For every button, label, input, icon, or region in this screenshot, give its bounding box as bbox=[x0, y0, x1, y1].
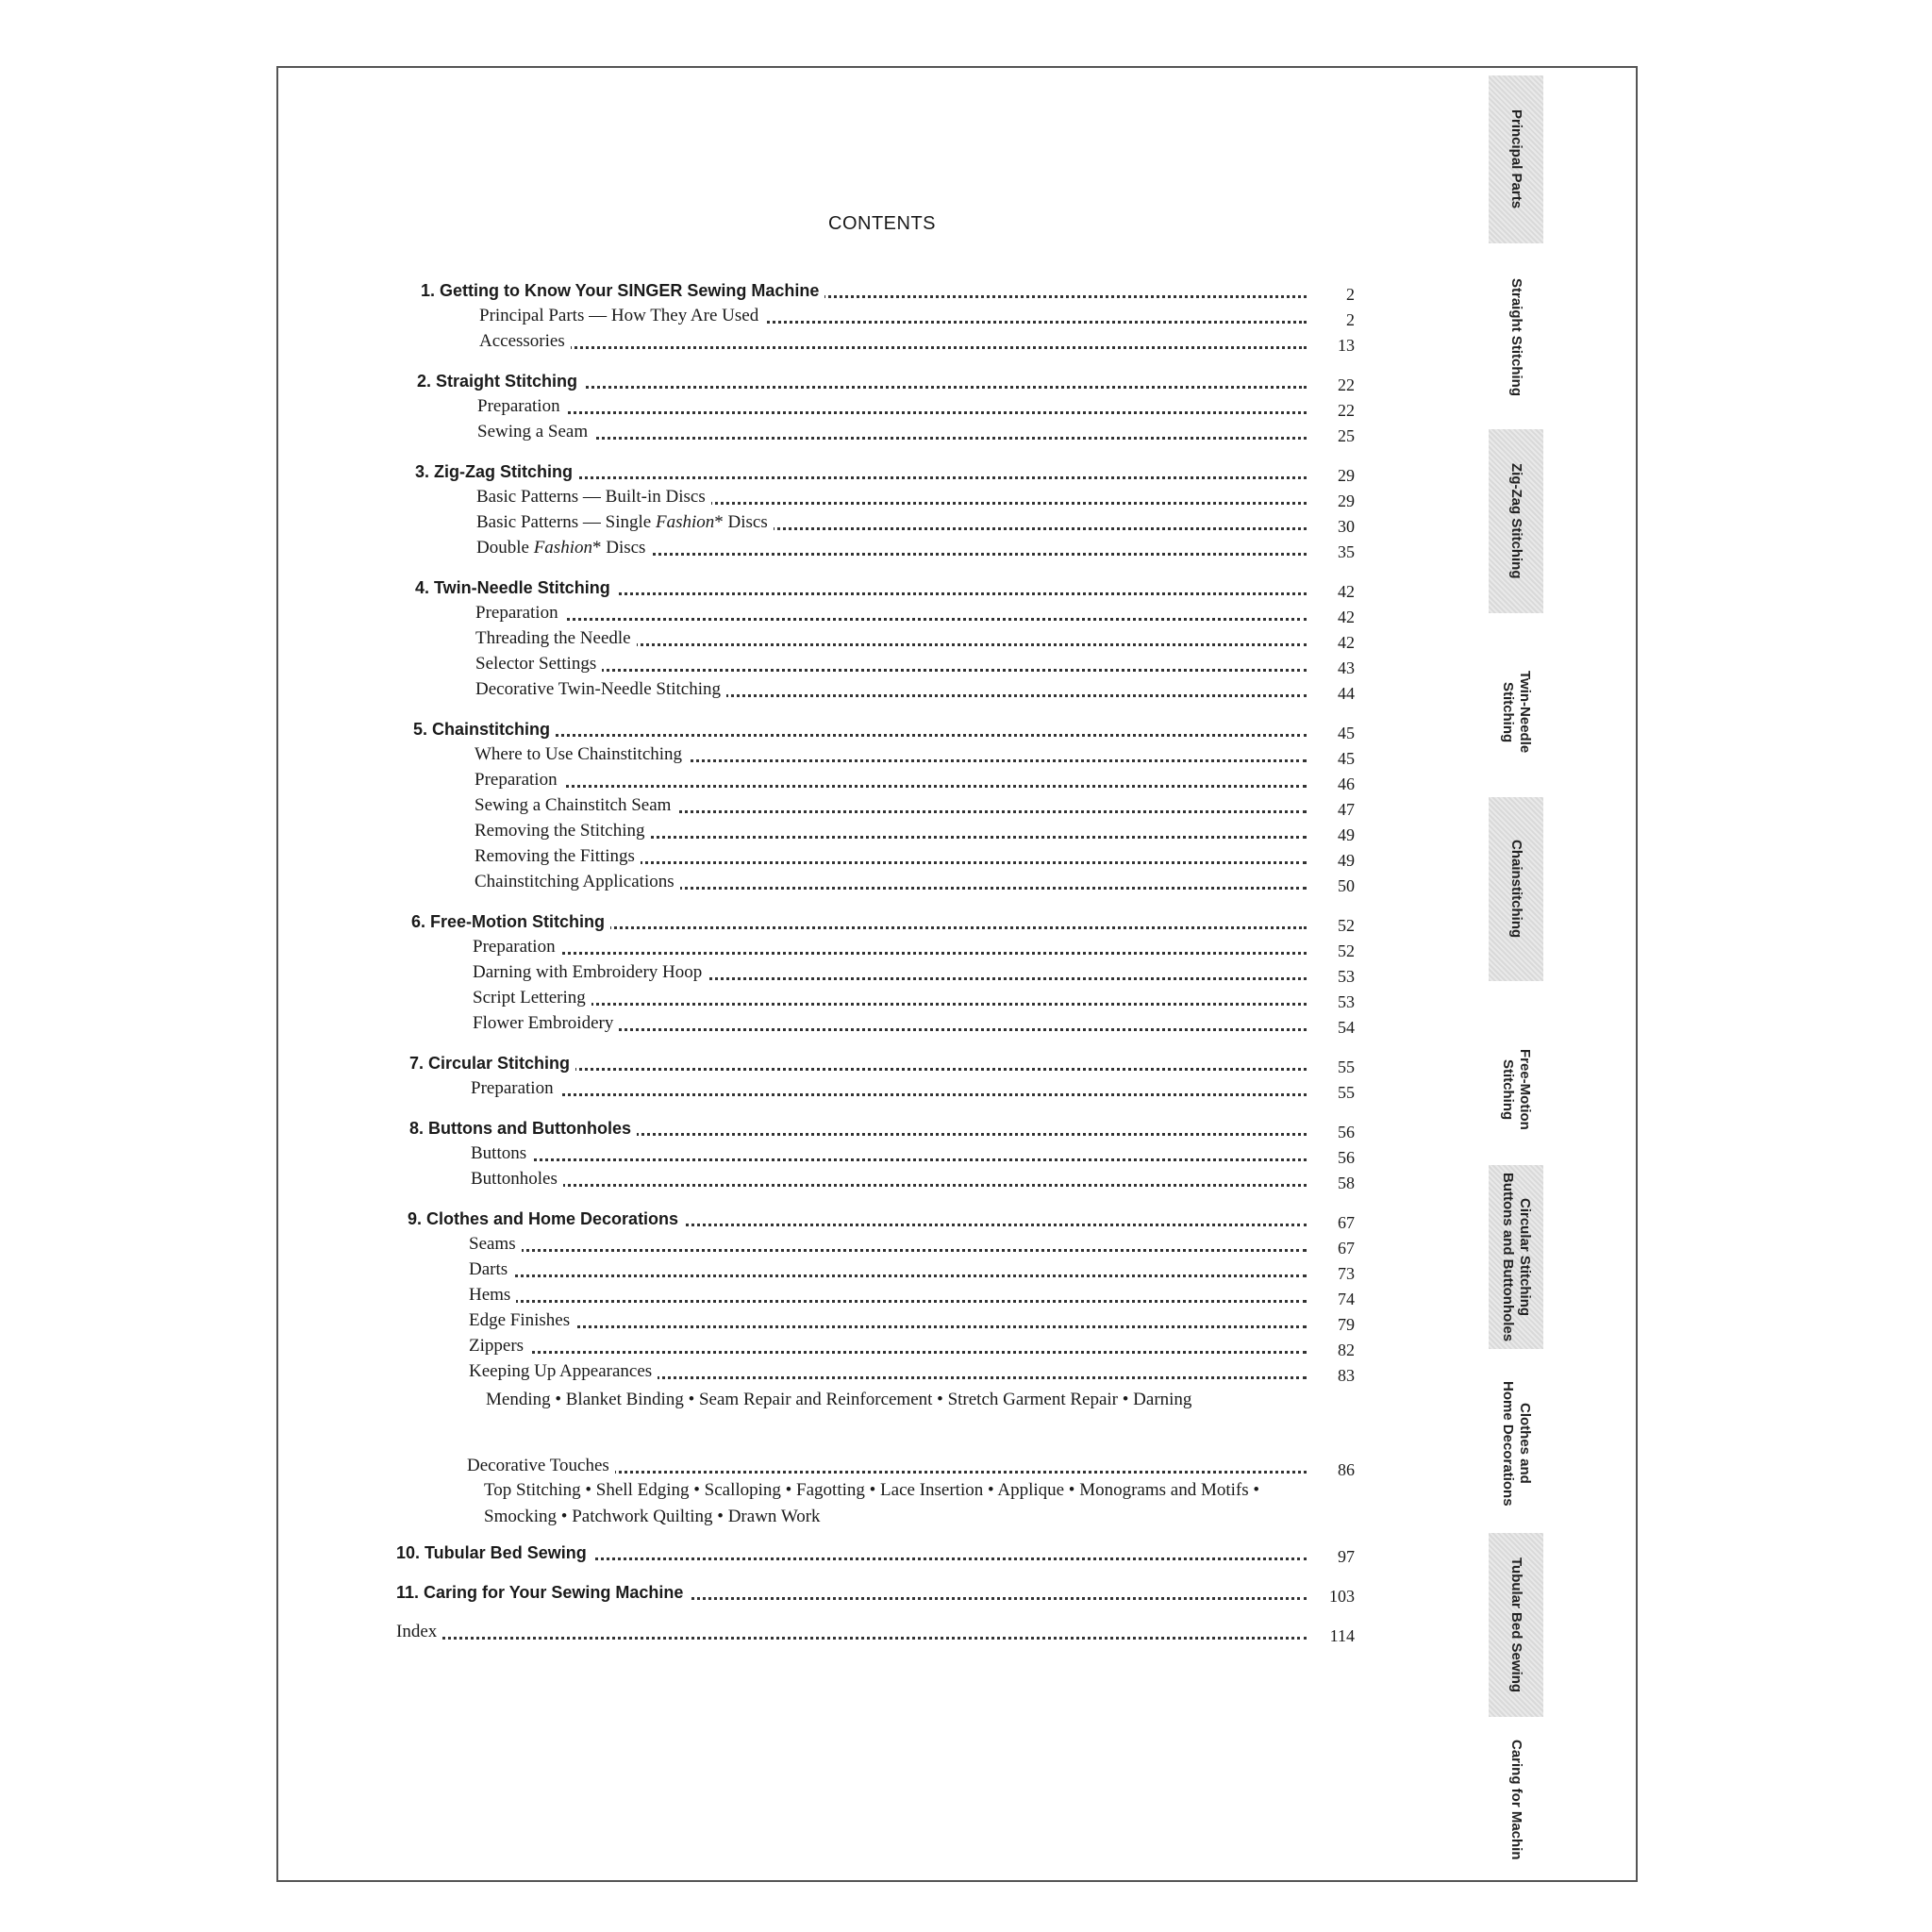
toc-section-entry bbox=[475, 625, 1307, 652]
toc-entry-label: Keeping Up Appearances bbox=[469, 1361, 658, 1381]
toc-chapter-entry bbox=[421, 277, 1307, 304]
toc-chapter-entry bbox=[396, 1579, 1307, 1606]
toc-page-number: 42 bbox=[1338, 582, 1355, 601]
toc-page-number: 25 bbox=[1338, 426, 1355, 445]
toc-section-entry bbox=[469, 1333, 1307, 1359]
toc-entry-label: Seams bbox=[469, 1234, 522, 1254]
toc-entry-label: Basic Patterns — Single Fashion* Discs bbox=[476, 512, 774, 532]
toc-entry-label: Accessories bbox=[479, 331, 571, 351]
toc-page-number: 42 bbox=[1338, 608, 1355, 626]
toc-page-number: 35 bbox=[1338, 542, 1355, 561]
dot-leader bbox=[479, 346, 1307, 349]
toc-entry-label: Preparation bbox=[475, 770, 563, 790]
toc-entry-label: Chainstitching Applications bbox=[475, 872, 680, 891]
toc-page-number: 49 bbox=[1338, 825, 1355, 844]
section-tab-label: Free-Motion Stitching bbox=[1500, 1049, 1533, 1130]
toc-section-entry bbox=[477, 419, 1307, 445]
section-tab[interactable] bbox=[1489, 797, 1543, 981]
section-tab-label: Tubular Bed Sewing bbox=[1508, 1557, 1524, 1693]
toc-section-entry bbox=[469, 1307, 1307, 1334]
toc-entry-label: 6. Free-Motion Stitching bbox=[411, 912, 610, 931]
toc-section-entry bbox=[475, 818, 1307, 844]
toc-page-number: 2 bbox=[1346, 285, 1355, 304]
section-tab-label: Chainstitching bbox=[1508, 840, 1524, 939]
toc-entry-label: Decorative Twin-Needle Stitching bbox=[475, 679, 726, 699]
toc-page-number: 44 bbox=[1338, 684, 1355, 703]
toc-page-number: 13 bbox=[1338, 336, 1355, 355]
toc-page-number: 56 bbox=[1338, 1123, 1355, 1141]
toc-entry-label: 9. Clothes and Home Decorations bbox=[408, 1209, 684, 1228]
toc-section-entry bbox=[475, 651, 1307, 677]
toc-section-entry bbox=[476, 535, 1307, 561]
toc-section-entry bbox=[475, 676, 1307, 703]
toc-page-number: 45 bbox=[1338, 749, 1355, 768]
toc-entry-label: Decorative Touches bbox=[467, 1456, 615, 1475]
toc-section-entry bbox=[469, 1231, 1307, 1257]
toc-page-number: 103 bbox=[1329, 1587, 1355, 1606]
toc-section-entry bbox=[469, 1257, 1307, 1283]
dot-leader bbox=[475, 785, 1307, 788]
toc-chapter-entry bbox=[415, 575, 1307, 601]
toc-page-number: 79 bbox=[1338, 1315, 1355, 1334]
toc-entry-label: 11. Caring for Your Sewing Machine bbox=[396, 1583, 689, 1602]
toc-page-number: 22 bbox=[1338, 401, 1355, 420]
dot-leader bbox=[469, 1249, 1307, 1252]
toc-section-entry bbox=[475, 600, 1307, 626]
toc-entry-label: Double Fashion* Discs bbox=[476, 538, 651, 558]
section-tab[interactable] bbox=[1489, 1165, 1543, 1349]
toc-entry-label: Basic Patterns — Built-in Discs bbox=[476, 487, 711, 507]
toc-entry-label: Principal Parts — How They Are Used bbox=[479, 306, 764, 325]
dot-leader bbox=[469, 1351, 1307, 1354]
toc-section-entry bbox=[467, 1453, 1307, 1479]
toc-section-entry bbox=[396, 1619, 1307, 1645]
toc-page-number: 73 bbox=[1338, 1264, 1355, 1283]
toc-entry-label: Index bbox=[396, 1622, 442, 1641]
toc-section-entry bbox=[475, 843, 1307, 870]
toc-page-number: 46 bbox=[1338, 774, 1355, 793]
toc-page-number: 67 bbox=[1338, 1213, 1355, 1232]
section-tab[interactable] bbox=[1489, 1533, 1543, 1717]
toc-section-entry bbox=[473, 959, 1307, 986]
section-tab[interactable] bbox=[1489, 632, 1543, 792]
dot-leader bbox=[396, 1637, 1307, 1640]
toc-entry-label: Removing the Stitching bbox=[475, 821, 651, 841]
toc-page-number: 82 bbox=[1338, 1341, 1355, 1359]
section-tab[interactable] bbox=[1489, 429, 1543, 613]
dot-leader bbox=[469, 1300, 1307, 1303]
toc-page-number: 67 bbox=[1338, 1239, 1355, 1257]
dot-leader bbox=[469, 1325, 1307, 1328]
toc-page-number: 50 bbox=[1338, 876, 1355, 895]
toc-page-number: 29 bbox=[1338, 491, 1355, 510]
toc-entry-label: Removing the Fittings bbox=[475, 846, 641, 866]
toc-entry-label: 2. Straight Stitching bbox=[417, 372, 583, 391]
toc-section-entry bbox=[479, 328, 1307, 355]
toc-entry-label: Script Lettering bbox=[473, 988, 591, 1008]
toc-page-number: 114 bbox=[1329, 1626, 1355, 1645]
dot-leader bbox=[471, 1184, 1307, 1187]
toc-page-number: 30 bbox=[1338, 517, 1355, 536]
toc-page-number: 58 bbox=[1338, 1174, 1355, 1192]
toc-page-number: 42 bbox=[1338, 633, 1355, 652]
page-title: CONTENTS bbox=[828, 213, 936, 234]
toc-page-number: 52 bbox=[1338, 916, 1355, 935]
dot-leader bbox=[471, 1093, 1307, 1096]
toc-page-number: 55 bbox=[1338, 1083, 1355, 1102]
toc-entry-label: Sewing a Seam bbox=[477, 422, 593, 441]
dot-leader bbox=[475, 618, 1307, 621]
toc-page-number: 49 bbox=[1338, 851, 1355, 870]
dot-leader bbox=[471, 1158, 1307, 1161]
toc-page-number: 2 bbox=[1346, 310, 1355, 329]
toc-page-number: 86 bbox=[1338, 1460, 1355, 1479]
section-tab-label: Caring for Machin bbox=[1508, 1739, 1524, 1860]
toc-page-number: 29 bbox=[1338, 466, 1355, 485]
toc-entry-label: Preparation bbox=[477, 396, 566, 416]
toc-page-number: 22 bbox=[1338, 375, 1355, 394]
toc-section-entry bbox=[473, 934, 1307, 960]
toc-chapter-entry bbox=[411, 908, 1307, 935]
toc-section-entry bbox=[475, 792, 1307, 819]
toc-entry-label: 7. Circular Stitching bbox=[409, 1054, 575, 1073]
toc-entry-label: 1. Getting to Know Your SINGER Sewing Machine bbox=[421, 281, 824, 300]
toc-entry-label: Edge Finishes bbox=[469, 1310, 575, 1330]
toc-chapter-entry bbox=[408, 1206, 1307, 1232]
toc-entry-label: Sewing a Chainstitch Seam bbox=[475, 795, 676, 815]
toc-entry-label: Preparation bbox=[475, 603, 564, 623]
section-tab[interactable] bbox=[1489, 75, 1543, 243]
toc-page-number: 52 bbox=[1338, 941, 1355, 960]
toc-section-entry bbox=[475, 869, 1307, 895]
toc-page-number: 55 bbox=[1338, 1058, 1355, 1076]
toc-page-number: 83 bbox=[1338, 1366, 1355, 1385]
toc-entry-label: Preparation bbox=[471, 1078, 559, 1098]
toc-section-entry bbox=[469, 1358, 1307, 1385]
section-tab-label: Clothes and Home Decorations bbox=[1500, 1380, 1533, 1507]
toc-section-entry bbox=[475, 741, 1307, 768]
toc-page-number: 53 bbox=[1338, 967, 1355, 986]
toc-section-entry bbox=[473, 985, 1307, 1011]
toc-entry-label: Darts bbox=[469, 1259, 513, 1279]
toc-page-number: 56 bbox=[1338, 1148, 1355, 1167]
section-tab-label: Twin-Needle Stitching bbox=[1500, 671, 1533, 754]
toc-entry-label: Threading the Needle bbox=[475, 628, 637, 648]
toc-section-entry bbox=[475, 767, 1307, 793]
toc-entry-label: Zippers bbox=[469, 1336, 529, 1356]
toc-section-entry bbox=[471, 1166, 1307, 1192]
toc-entry-label: Buttonholes bbox=[471, 1169, 563, 1189]
toc-entry-label: Darning with Embroidery Hoop bbox=[473, 962, 708, 982]
toc-section-entry bbox=[469, 1282, 1307, 1308]
toc-chapter-entry bbox=[417, 368, 1307, 394]
dot-leader bbox=[477, 437, 1307, 440]
toc-entry-label: Buttons bbox=[471, 1143, 532, 1163]
toc-entry-label: Preparation bbox=[473, 937, 561, 957]
dot-leader bbox=[473, 952, 1307, 955]
toc-page-number: 74 bbox=[1338, 1290, 1355, 1308]
dot-leader bbox=[473, 1003, 1307, 1006]
section-tab[interactable] bbox=[1489, 1349, 1543, 1538]
toc-chapter-entry bbox=[409, 1050, 1307, 1076]
toc-topic-list: Top Stitching • Shell Edging • Scalloping • Fagotting • Lace Insertion • Applique • Monograms and Motifs • Smocking • Patchwork Quilting • Drawn Work bbox=[484, 1480, 1260, 1526]
toc-chapter-entry bbox=[413, 716, 1307, 742]
section-tab-label: Zig-Zag Stitching bbox=[1508, 463, 1524, 579]
toc-section-entry bbox=[471, 1141, 1307, 1167]
toc-section-entry bbox=[473, 1010, 1307, 1037]
toc-topic-list: Mending • Blanket Binding • Seam Repair and Reinforcement • Stretch Garment Repair • Darning bbox=[486, 1390, 1192, 1409]
toc-section-entry bbox=[476, 509, 1307, 536]
toc-entry-label: Flower Embroidery bbox=[473, 1013, 619, 1033]
toc-chapter-entry bbox=[396, 1540, 1307, 1566]
section-tab[interactable] bbox=[1489, 257, 1543, 417]
toc-section-entry bbox=[476, 484, 1307, 510]
dot-leader bbox=[469, 1274, 1307, 1277]
toc-chapter-entry bbox=[415, 458, 1307, 485]
toc-entry-label: Selector Settings bbox=[475, 654, 602, 674]
toc-page-number: 97 bbox=[1338, 1547, 1355, 1566]
toc-entry-label: Where to Use Chainstitching bbox=[475, 744, 688, 764]
toc-page-number: 53 bbox=[1338, 992, 1355, 1011]
toc-entry-label: 10. Tubular Bed Sewing bbox=[396, 1543, 592, 1562]
toc-section-entry bbox=[479, 303, 1307, 329]
section-tab-label: Straight Stitching bbox=[1508, 277, 1524, 396]
toc-page-number: 47 bbox=[1338, 800, 1355, 819]
toc-entry-label: 8. Buttons and Buttonholes bbox=[409, 1119, 637, 1138]
toc-section-entry bbox=[471, 1075, 1307, 1102]
section-tab-label: Principal Parts bbox=[1508, 109, 1524, 209]
section-tab-label: Circular Stitching Buttons and Buttonholes bbox=[1500, 1172, 1533, 1342]
toc-page-number: 43 bbox=[1338, 658, 1355, 677]
dot-leader bbox=[477, 411, 1307, 414]
toc-entry-label: 3. Zig-Zag Stitching bbox=[415, 462, 578, 481]
section-tab[interactable] bbox=[1489, 1000, 1543, 1179]
toc-page-number: 45 bbox=[1338, 724, 1355, 742]
toc-chapter-entry bbox=[409, 1115, 1307, 1141]
toc-page-number: 54 bbox=[1338, 1018, 1355, 1037]
toc-section-entry bbox=[477, 393, 1307, 420]
section-tab[interactable] bbox=[1489, 1717, 1543, 1882]
toc-entry-label: 4. Twin-Needle Stitching bbox=[415, 578, 616, 597]
toc-entry-label: 5. Chainstitching bbox=[413, 720, 556, 739]
toc-entry-label: Hems bbox=[469, 1285, 516, 1305]
